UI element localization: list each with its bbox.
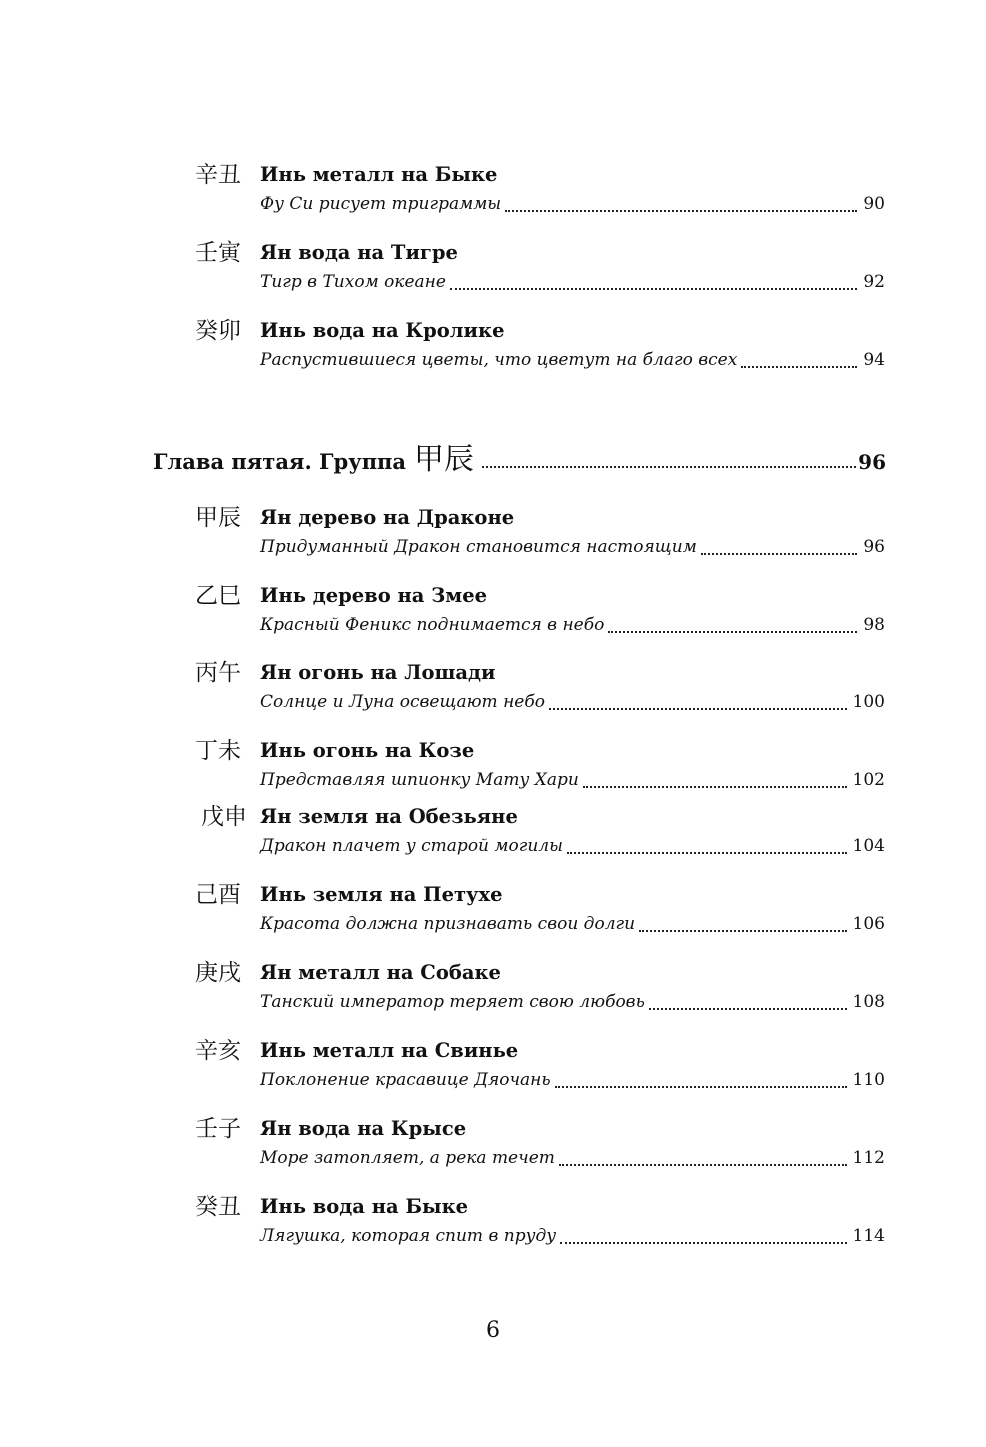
entry-hanzi: 戊申 xyxy=(201,804,247,830)
dot-leader xyxy=(649,990,847,1010)
entry-title: Ян огонь на Лошади xyxy=(260,661,496,684)
toc-entry xyxy=(195,882,885,942)
dot-leader xyxy=(567,834,847,854)
entry-subtitle: Лягушка, которая спит в пруду xyxy=(260,1226,557,1246)
entry-page: 102 xyxy=(852,770,885,790)
entry-title: Ян дерево на Драконе xyxy=(260,506,515,529)
entry-subtitle: Тигр в Тихом океане xyxy=(260,272,446,292)
entry-subline xyxy=(260,613,885,637)
entry-title: Инь дерево на Змее xyxy=(260,584,488,607)
entry-hanzi: 甲辰 xyxy=(195,505,241,531)
toc-entry xyxy=(195,318,885,378)
entry-hanzi: 癸丑 xyxy=(195,1194,241,1220)
entry-title: Инь металл на Свинье xyxy=(260,1039,519,1062)
toc-entry xyxy=(195,1194,885,1254)
entry-hanzi: 丁未 xyxy=(195,738,241,764)
toc-entry xyxy=(195,240,885,300)
chapter-heading xyxy=(153,440,886,480)
entry-subtitle: Дракон плачет у старой могилы xyxy=(260,836,563,856)
entry-subtitle: Море затопляет, а река течет xyxy=(260,1148,555,1168)
entry-page: 96 xyxy=(863,537,885,557)
entry-page: 108 xyxy=(852,992,885,1012)
entry-subline xyxy=(260,192,885,216)
toc-entry xyxy=(195,804,885,864)
page-number: 6 xyxy=(486,1318,500,1343)
entry-subtitle: Поклонение красавице Дяочань xyxy=(260,1070,551,1090)
toc-entry xyxy=(195,1116,885,1176)
toc-entry xyxy=(195,162,885,222)
chapter-hanzi: 甲辰 xyxy=(414,442,475,477)
entry-subline xyxy=(260,535,885,559)
entry-hanzi: 癸卯 xyxy=(195,318,241,344)
entry-page: 114 xyxy=(852,1226,885,1246)
dot-leader xyxy=(741,348,857,368)
entry-page: 110 xyxy=(852,1070,885,1090)
entry-subtitle: Представляя шпионку Мату Хари xyxy=(260,770,579,790)
dot-leader xyxy=(701,535,858,555)
entry-subline xyxy=(260,348,885,372)
entry-title: Ян земля на Обезьяне xyxy=(260,805,518,828)
dot-leader xyxy=(555,1068,847,1088)
chapter-title: Глава пятая. Группа xyxy=(153,449,407,474)
entry-subline xyxy=(260,1224,885,1248)
toc-entry xyxy=(195,1038,885,1098)
entry-subline xyxy=(260,990,885,1014)
entry-hanzi: 庚戌 xyxy=(195,960,241,986)
entry-subtitle: Красота должна признавать свои долги xyxy=(260,914,636,934)
entry-page: 106 xyxy=(852,914,885,934)
dot-leader xyxy=(639,912,846,932)
dot-leader xyxy=(549,690,847,710)
dot-leader xyxy=(559,1146,847,1166)
dot-leader xyxy=(505,192,857,212)
dot-leader xyxy=(560,1224,846,1244)
chapter-page: 96 xyxy=(858,450,886,474)
entry-title: Ян металл на Собаке xyxy=(260,961,501,984)
dot-leader xyxy=(583,768,847,788)
entry-title: Инь вода на Быке xyxy=(260,1195,469,1218)
entry-page: 112 xyxy=(852,1148,885,1168)
entry-subline xyxy=(260,690,885,714)
entry-title: Инь металл на Быке xyxy=(260,163,498,186)
entry-subline xyxy=(260,912,885,936)
entry-hanzi: 壬寅 xyxy=(195,240,241,266)
entry-hanzi: 己酉 xyxy=(195,882,241,908)
entry-subline xyxy=(260,1068,885,1092)
entry-title: Ян вода на Крысе xyxy=(260,1117,467,1140)
entry-hanzi: 辛丑 xyxy=(195,162,241,188)
entry-title: Инь огонь на Козе xyxy=(260,739,475,762)
toc-entry xyxy=(195,738,885,798)
entry-page: 90 xyxy=(863,194,885,214)
entry-page: 104 xyxy=(852,836,885,856)
entry-page: 98 xyxy=(863,615,885,635)
entry-subtitle: Фу Си рисует триграммы xyxy=(260,194,502,214)
entry-subline xyxy=(260,270,885,294)
entry-hanzi: 壬子 xyxy=(195,1116,241,1142)
entry-subtitle: Солнце и Луна освещают небо xyxy=(260,692,545,712)
toc-entry xyxy=(195,505,885,565)
entry-subtitle: Красный Феникс поднимается в небо xyxy=(260,615,605,635)
dot-leader xyxy=(450,270,857,290)
entry-title: Инь вода на Кролике xyxy=(260,319,505,342)
entry-subline xyxy=(260,1146,885,1170)
dot-leader xyxy=(608,613,857,633)
dot-leader xyxy=(482,440,856,468)
toc-entry xyxy=(195,583,885,643)
entry-page: 100 xyxy=(852,692,885,712)
entry-title: Инь земля на Петухе xyxy=(260,883,503,906)
toc-entry xyxy=(195,660,885,720)
entry-hanzi: 辛亥 xyxy=(195,1038,241,1064)
entry-subline xyxy=(260,768,885,792)
entry-hanzi: 乙巳 xyxy=(195,583,241,609)
entry-subtitle: Танский император теряет свою любовь xyxy=(260,992,645,1012)
entry-subline xyxy=(260,834,885,858)
toc-entry xyxy=(195,960,885,1020)
entry-hanzi: 丙午 xyxy=(195,660,241,686)
entry-page: 94 xyxy=(863,350,885,370)
entry-page: 92 xyxy=(863,272,885,292)
entry-title: Ян вода на Тигре xyxy=(260,241,458,264)
entry-subtitle: Распустившиеся цветы, что цветут на благо всех xyxy=(260,350,738,370)
entry-subtitle: Придуманный Дракон становится настоящим xyxy=(260,537,697,557)
